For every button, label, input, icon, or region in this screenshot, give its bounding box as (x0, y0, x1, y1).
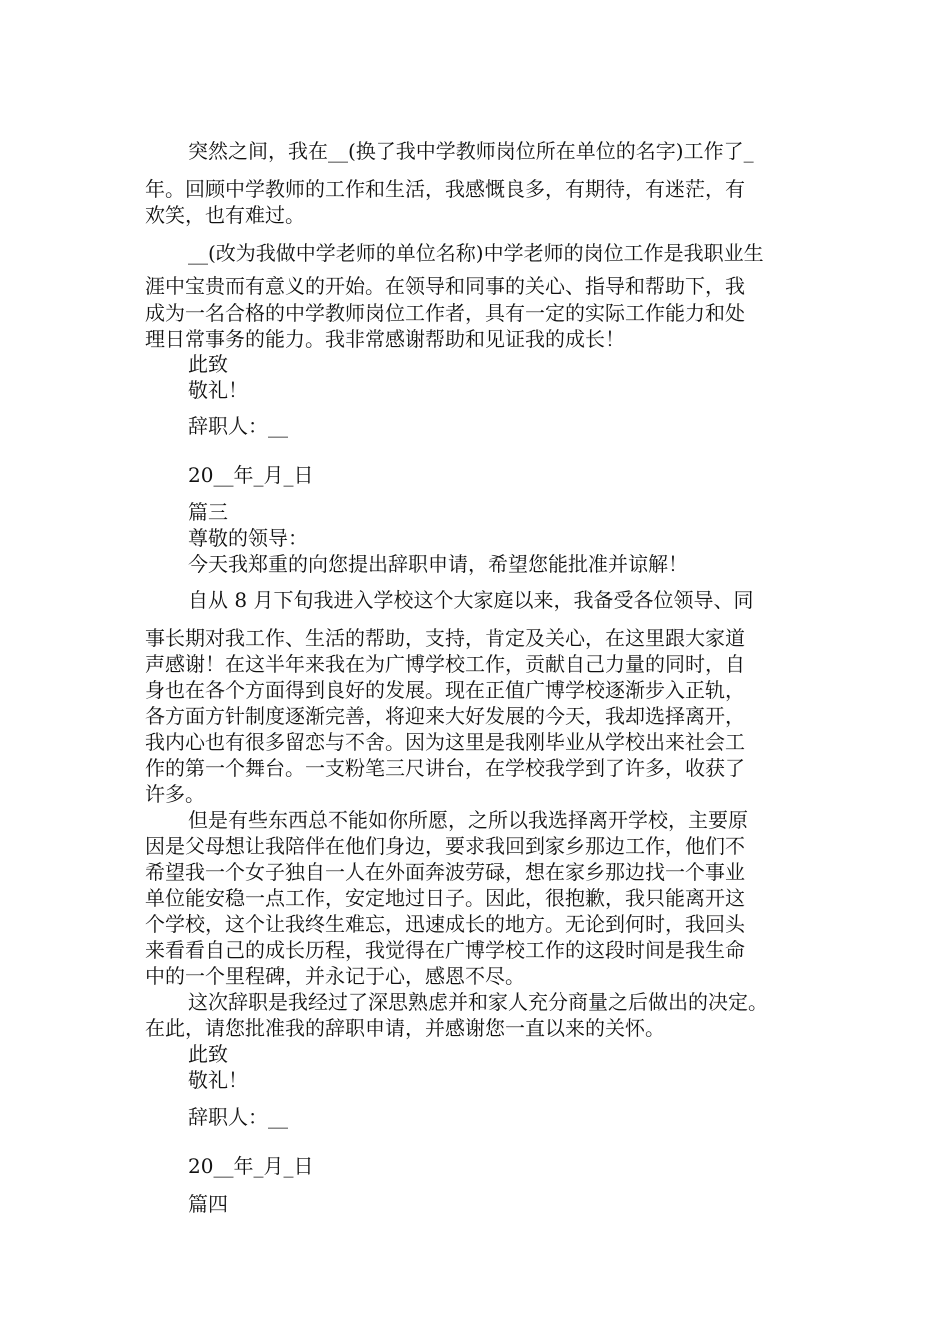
paragraph-line: 自从 8 月下旬我进入学校这个大家庭以来，我备受各位领导、同 (188, 588, 754, 612)
paragraph-line: 单位能安稳一点工作，安定地过日子。因此，很抱歉，我只能离开这 (145, 886, 745, 910)
paragraph-line: 突然之间，我在__(换了我中学教师岗位所在单位的名字)工作了_ (188, 139, 754, 163)
paragraph-line: 成为一名合格的中学教师岗位工作者，具有一定的实际工作能力和处 (145, 301, 745, 325)
paragraph-line: 事长期对我工作、生活的帮助，支持，肯定及关心，在这里跟大家道 (145, 626, 745, 650)
paragraph-line: 这次辞职是我经过了深思熟虑并和家人充分商量之后做出的决定。 (188, 990, 768, 1014)
paragraph-line: 中的一个里程碑，并永记于心，感恩不尽。 (145, 964, 525, 988)
paragraph-line: 在此，请您批准我的辞职申请，并感谢您一直以来的关怀。 (145, 1016, 665, 1040)
date-line: 20__年_月_日 (188, 463, 314, 487)
paragraph-line: 声感谢！在这半年来我在为广博学校工作，贡献自己力量的同时，自 (145, 652, 745, 676)
paragraph-line: 涯中宝贵而有意义的开始。在领导和同事的关心、指导和帮助下，我 (145, 274, 745, 298)
paragraph-line: 个学校，这个让我终生难忘，迅速成长的地方。无论到何时，我回头 (145, 912, 745, 936)
signature-line: 辞职人：__ (188, 414, 288, 438)
date-line: 20__年_月_日 (188, 1154, 314, 1178)
closing-regards: 敬礼！ (188, 1068, 248, 1092)
paragraph-line: 作的第一个舞台。一支粉笔三尺讲台，在学校我学到了许多，收获了 (145, 756, 745, 780)
paragraph-line: 身也在各个方面得到良好的发展。现在正值广博学校逐渐步入正轨， (145, 678, 745, 702)
paragraph-line: 来看看自己的成长历程，我觉得在广博学校工作的这段时间是我生命 (145, 938, 745, 962)
paragraph-line: 欢笑，也有难过。 (145, 203, 305, 227)
paragraph-line: 但是有些东西总不能如你所愿，之所以我选择离开学校，主要原 (188, 808, 748, 832)
paragraph-line: 因是父母想让我陪伴在他们身边，要求我回到家乡那边工作，他们不 (145, 834, 745, 858)
paragraph-line: 许多。 (145, 782, 205, 806)
closing-regards: 敬礼！ (188, 378, 248, 402)
closing-salutation: 此致 (188, 352, 228, 376)
signature-line: 辞职人：__ (188, 1105, 288, 1129)
paragraph-line: 希望我一个女子独自一人在外面奔波劳碌，想在家乡那边找一个事业 (145, 860, 745, 884)
paragraph-line: 我内心也有很多留恋与不舍。因为这里是我刚毕业从学校出来社会工 (145, 730, 745, 754)
section-heading: 篇三 (188, 500, 228, 524)
paragraph-line: 今天我郑重的向您提出辞职申请，希望您能批准并谅解！ (188, 552, 688, 576)
paragraph-line: 年。回顾中学教师的工作和生活，我感慨良多，有期待，有迷茫，有 (145, 177, 745, 201)
paragraph-line: 理日常事务的能力。我非常感谢帮助和见证我的成长！ (145, 327, 625, 351)
greeting: 尊敬的领导： (188, 526, 308, 550)
section-heading: 篇四 (188, 1192, 228, 1216)
paragraph-line: 各方面方针制度逐渐完善，将迎来大好发展的今天，我却选择离开， (145, 704, 745, 728)
closing-salutation: 此致 (188, 1042, 228, 1066)
paragraph-line: __(改为我做中学老师的单位名称)中学老师的岗位工作是我职业生 (188, 241, 764, 265)
